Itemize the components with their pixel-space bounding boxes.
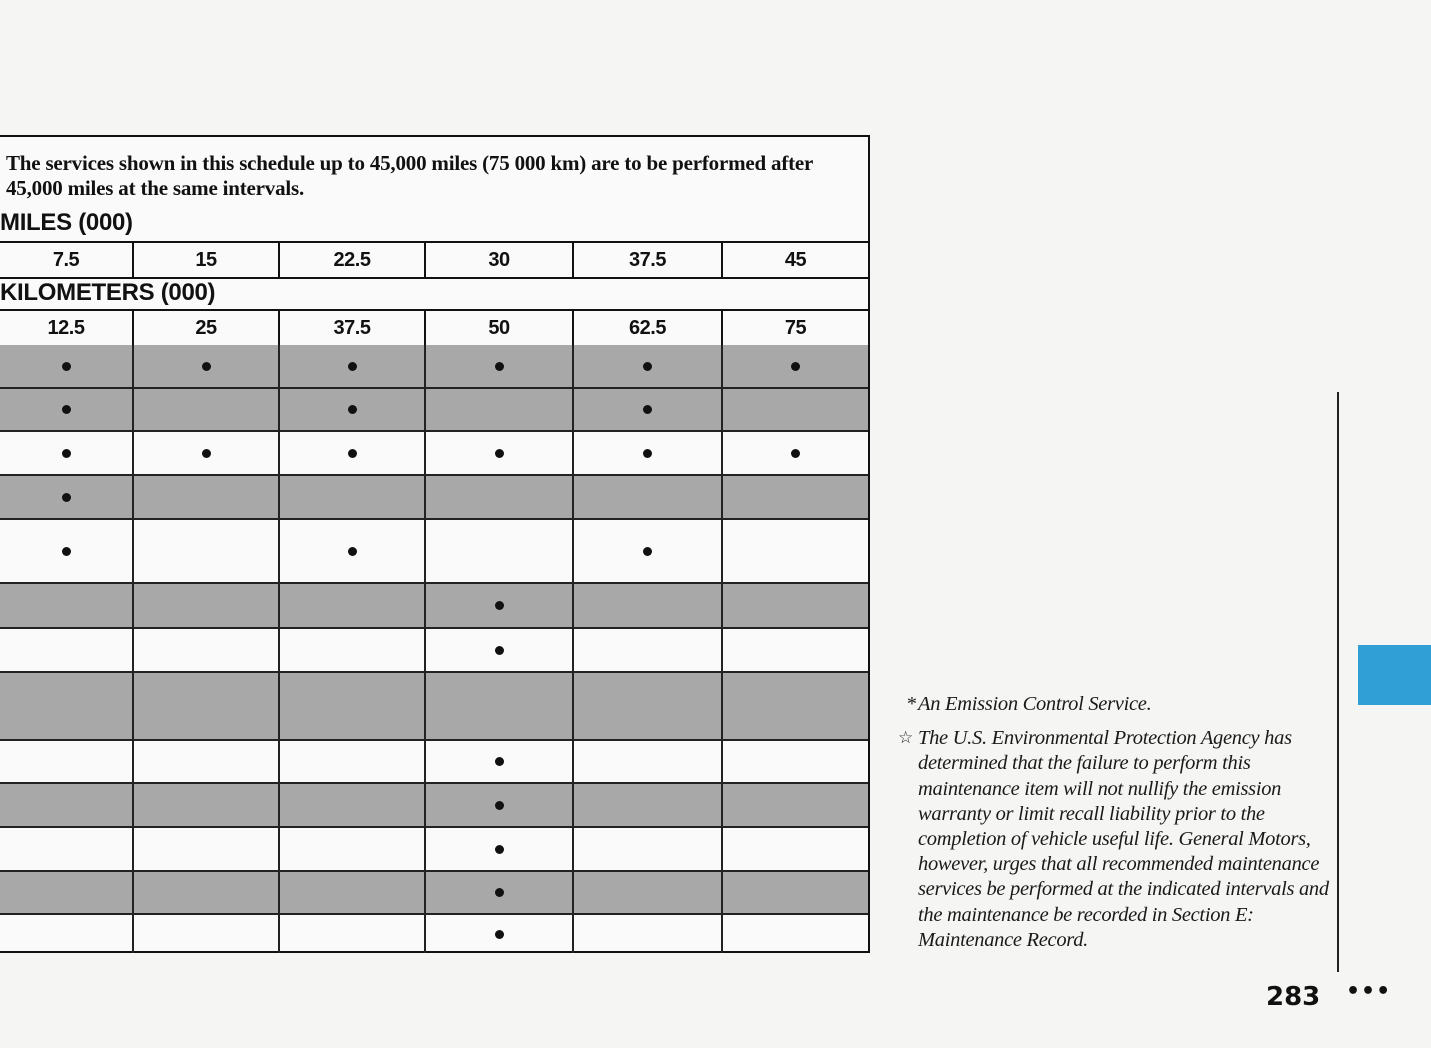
miles-heading: MILES (000) [0, 209, 133, 236]
km-interval-3: 37.5 [280, 311, 426, 345]
table-row [0, 741, 868, 784]
table-row [0, 584, 868, 629]
table-row [0, 784, 868, 828]
service-dot-icon [495, 646, 504, 655]
table-cell [574, 741, 723, 782]
table-cell [280, 389, 426, 430]
service-dot-icon [643, 449, 652, 458]
table-cell [723, 872, 868, 913]
service-dot-icon [495, 449, 504, 458]
page-number: 283 [1266, 982, 1321, 1012]
table-cell [426, 673, 574, 739]
service-dot-icon [643, 547, 652, 556]
table-cell [134, 828, 280, 870]
service-dot-icon [495, 930, 504, 939]
table-cell [280, 520, 426, 582]
table-cell [0, 629, 134, 671]
table-cell [723, 828, 868, 870]
star-icon: ☆ [898, 728, 913, 749]
table-cell [0, 784, 134, 826]
table-cell [280, 432, 426, 474]
table-cell [280, 673, 426, 739]
service-dot-icon [202, 449, 211, 458]
table-cell [723, 673, 868, 739]
table-cell [134, 389, 280, 430]
km-interval-2: 25 [134, 311, 280, 345]
table-cell [0, 476, 134, 518]
epa-footnote-text: The U.S. Environmental Protection Agency has determined that the failure to perform this maintenance item will not nullify the emission warranty or limit recall liability prior to the completion of vehicle useful life. General Motors, however, urges that all recommended maintenance services be performed at the indicated intervals and the maintenance be recorded in Section E: Maintenance Record. [918, 727, 1329, 951]
table-cell [0, 741, 134, 782]
table-cell [426, 432, 574, 474]
table-row [0, 476, 868, 520]
margin-rule [1337, 392, 1339, 972]
table-cell [426, 629, 574, 671]
table-cell [426, 389, 574, 430]
maintenance-schedule-table [0, 135, 870, 953]
table-cell [134, 432, 280, 474]
service-dot-icon [348, 405, 357, 414]
miles-interval-5: 37.5 [574, 243, 723, 277]
table-cell [280, 476, 426, 518]
table-cell [574, 828, 723, 870]
service-dot-icon [348, 449, 357, 458]
table-cell [134, 673, 280, 739]
table-cell [134, 629, 280, 671]
table-cell [426, 872, 574, 913]
service-dot-icon [495, 888, 504, 897]
table-cell [280, 629, 426, 671]
km-interval-4: 50 [426, 311, 574, 345]
table-cell [0, 389, 134, 430]
table-row [0, 432, 868, 476]
table-cell [426, 520, 574, 582]
miles-interval-1: 7.5 [0, 243, 134, 277]
table-cell [426, 741, 574, 782]
service-dot-icon [643, 405, 652, 414]
table-cell [0, 432, 134, 474]
table-row [0, 915, 868, 953]
table-cell [574, 584, 723, 627]
table-cell [0, 584, 134, 627]
emission-footnote [900, 692, 1330, 717]
table-cell [574, 629, 723, 671]
table-cell [426, 476, 574, 518]
table-cell [280, 872, 426, 913]
table-cell [134, 345, 280, 387]
km-interval-1: 12.5 [0, 311, 134, 345]
table-cell [574, 520, 723, 582]
service-dot-icon [202, 362, 211, 371]
table-cell [574, 872, 723, 913]
table-cell [0, 673, 134, 739]
table-cell [280, 828, 426, 870]
table-cell [426, 915, 574, 953]
table-row [0, 872, 868, 915]
table-row [0, 629, 868, 673]
table-cell [574, 915, 723, 953]
page-dots: ••• [1346, 979, 1392, 1004]
service-dot-icon [495, 601, 504, 610]
service-dot-icon [62, 449, 71, 458]
miles-interval-6: 45 [784, 248, 807, 271]
service-dot-icon [495, 362, 504, 371]
table-cell [0, 828, 134, 870]
table-cell [426, 584, 574, 627]
service-dot-icon [348, 547, 357, 556]
table-cell [723, 584, 868, 627]
table-cell [574, 784, 723, 826]
table-cell [723, 741, 868, 782]
table-cell [0, 520, 134, 582]
service-dot-icon [348, 362, 357, 371]
miles-interval-4: 30 [426, 243, 574, 277]
km-interval-5: 62.5 [574, 311, 723, 345]
service-dot-icon [495, 757, 504, 766]
service-dot-icon [62, 362, 71, 371]
table-cell [134, 520, 280, 582]
table-cell [426, 784, 574, 826]
miles-interval-2: 15 [134, 243, 280, 277]
table-cell [280, 741, 426, 782]
table-cell [723, 629, 868, 671]
service-dot-icon [62, 493, 71, 502]
table-cell [280, 584, 426, 627]
table-cell [134, 741, 280, 782]
table-cell [134, 476, 280, 518]
table-cell [723, 389, 868, 430]
table-cell [723, 915, 868, 953]
table-cell [0, 345, 134, 387]
table-cell [574, 673, 723, 739]
emission-footnote-text: An Emission Control Service. [918, 693, 1152, 715]
table-cell [723, 476, 868, 518]
table-cell [574, 432, 723, 474]
kilometers-heading: KILOMETERS (000) [0, 279, 216, 306]
table-cell [426, 345, 574, 387]
table-cell [574, 345, 723, 387]
service-dot-icon [791, 449, 800, 458]
table-row [0, 389, 868, 432]
table-cell [280, 784, 426, 826]
table-cell [0, 915, 134, 953]
service-dot-icon [495, 845, 504, 854]
section-tab-marker [1358, 645, 1431, 705]
schedule-intro-text: The services shown in this schedule up to 45,000 miles (75 000 km) are to be performed after 45,000 miles at the same intervals. [6, 151, 813, 200]
table-cell [134, 872, 280, 913]
table-cell [280, 915, 426, 953]
table-cell [0, 872, 134, 913]
miles-header-row [0, 241, 868, 279]
table-cell [574, 476, 723, 518]
table-cell [426, 828, 574, 870]
epa-footnote [900, 726, 1330, 953]
table-cell [723, 345, 868, 387]
service-dot-icon [791, 362, 800, 371]
km-interval-6: 75 [784, 316, 807, 339]
table-row [0, 828, 868, 872]
miles-interval-3: 22.5 [280, 243, 426, 277]
table-cell [723, 784, 868, 826]
service-dot-icon [495, 801, 504, 810]
table-cell [280, 345, 426, 387]
table-cell [723, 432, 868, 474]
footnotes [900, 692, 1330, 953]
table-cell [134, 584, 280, 627]
table-row [0, 520, 868, 584]
asterisk-mark: * [906, 693, 916, 715]
kilometers-header-row [0, 309, 868, 347]
service-dot-icon [62, 405, 71, 414]
table-row [0, 345, 868, 389]
table-cell [723, 520, 868, 582]
service-grid [0, 345, 868, 953]
table-cell [134, 915, 280, 953]
service-dot-icon [643, 362, 652, 371]
table-cell [574, 389, 723, 430]
table-row [0, 673, 868, 741]
service-dot-icon [62, 547, 71, 556]
table-cell [134, 784, 280, 826]
